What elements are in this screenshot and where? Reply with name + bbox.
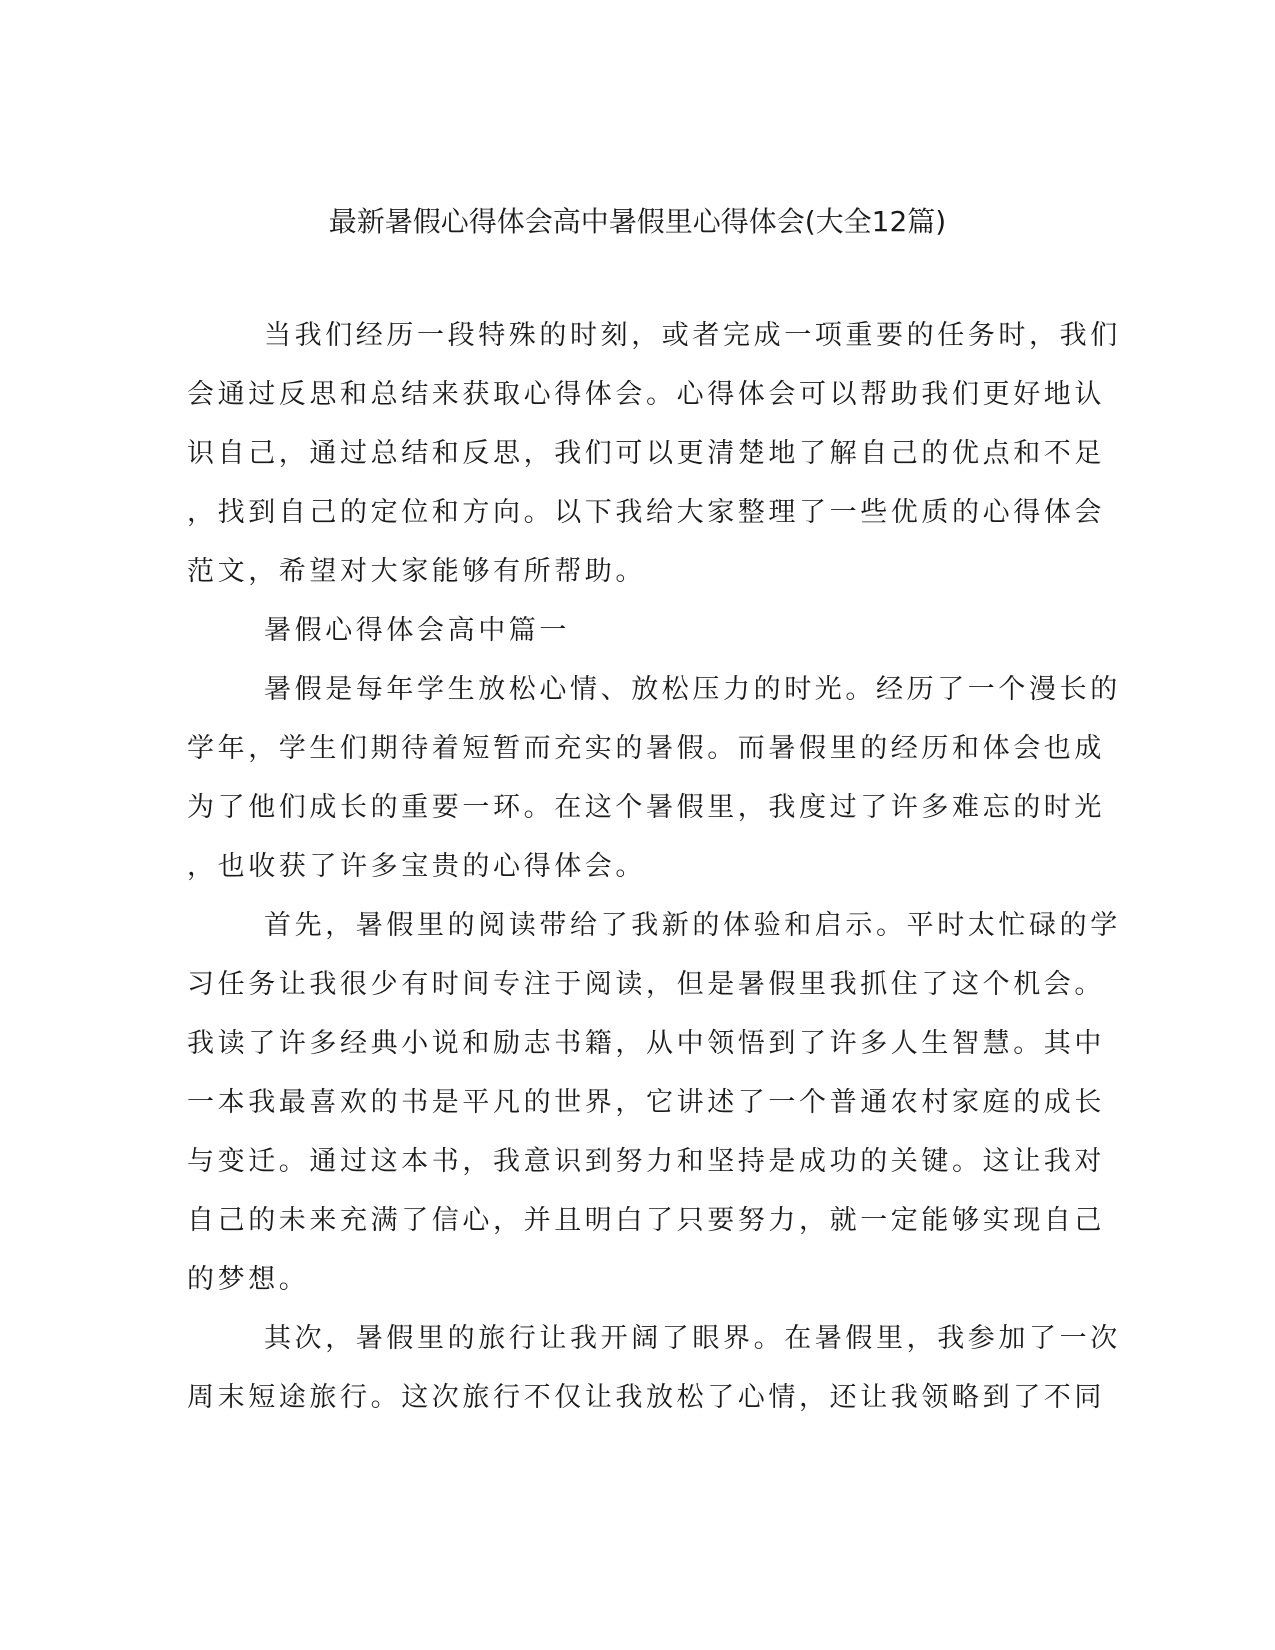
body-line: 范文，希望对大家能够有所帮助。 [187,556,646,587]
body-line: 与变迁。通过这本书，我意识到努力和坚持是成功的关键。这让我对 [187,1146,1105,1177]
body-line: 自己的未来充满了信心，并且明白了只要努力，就一定能够实现自己 [187,1205,1105,1236]
body-line: 为了他们成长的重要一环。在这个暑假里，我度过了许多难忘的时光 [187,792,1105,823]
body-line: 习任务让我很少有时间专注于阅读，但是暑假里我抓住了这个机会。 [187,969,1105,1000]
body-line: ，也收获了许多宝贵的心得体会。 [187,851,646,882]
body-line: ，找到自己的定位和方向。以下我给大家整理了一些优质的心得体会 [187,497,1105,528]
body-line: 首先，暑假里的阅读带给了我新的体验和启示。平时太忙碌的学 [264,910,1121,941]
body-line: 其次，暑假里的旅行让我开阔了眼界。在暑假里，我参加了一次 [264,1323,1121,1354]
body-line: 当我们经历一段特殊的时刻，或者完成一项重要的任务时，我们 [264,320,1121,351]
document-title: 最新暑假心得体会高中暑假里心得体会(大全12篇) [328,205,947,238]
body-line: 的梦想。 [187,1264,310,1295]
body-line: 我读了许多经典小说和励志书籍，从中领悟到了许多人生智慧。其中 [187,1028,1105,1059]
body-line: 会通过反思和总结来获取心得体会。心得体会可以帮助我们更好地认 [187,379,1105,410]
section-heading: 暑假心得体会高中篇一 [264,615,570,646]
body-line: 一本我最喜欢的书是平凡的世界，它讲述了一个普通农村家庭的成长 [187,1087,1105,1118]
body-line: 周末短途旅行。这次旅行不仅让我放松了心情，还让我领略到了不同 [187,1382,1105,1413]
body-line: 暑假是每年学生放松心情、放松压力的时光。经历了一个漫长的 [264,674,1121,705]
body-line: 识自己，通过总结和反思，我们可以更清楚地了解自己的优点和不足 [187,438,1105,469]
body-line: 学年，学生们期待着短暂而充实的暑假。而暑假里的经历和体会也成 [187,733,1105,764]
